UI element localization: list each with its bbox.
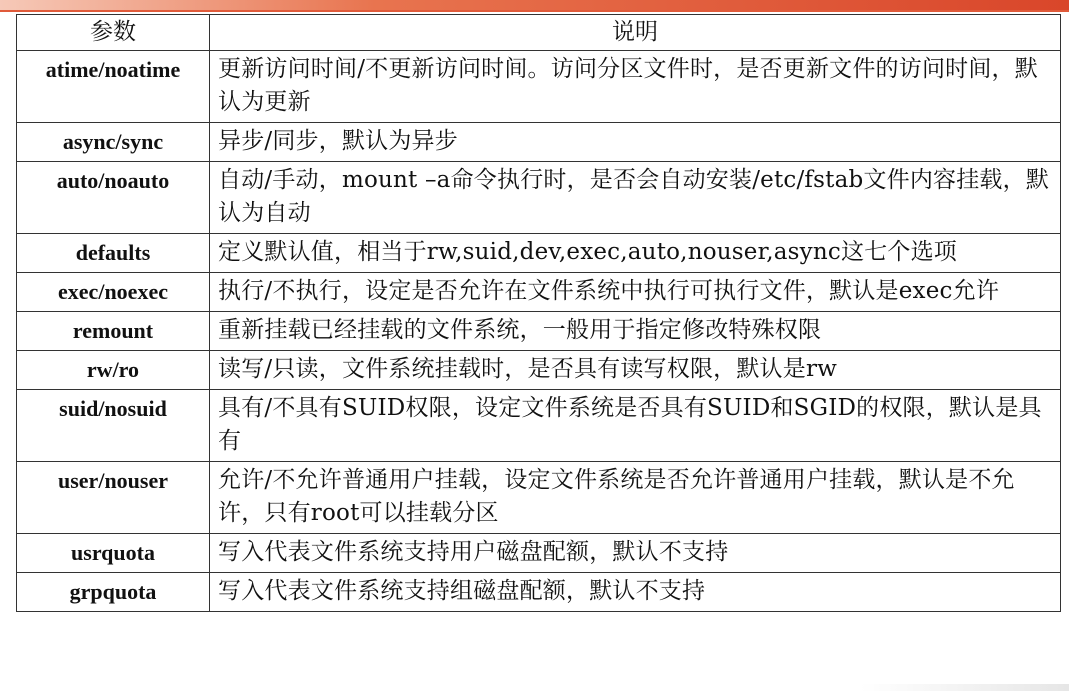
param-cell: async/sync — [17, 123, 210, 162]
param-cell: rw/ro — [17, 351, 210, 390]
table-row — [17, 573, 1061, 612]
description-cell: 执行/不执行，设定是否允许在文件系统中执行可执行文件，默认是exec允许 — [210, 273, 1061, 312]
description-cell: 读写/只读，文件系统挂载时，是否具有读写权限，默认是rw — [210, 351, 1061, 390]
table-row — [17, 312, 1061, 351]
description-cell: 自动/手动，mount –a命令执行时，是否会自动安装/etc/fstab文件内容挂载，默认为自动 — [210, 162, 1061, 234]
description-cell: 定义默认值，相当于rw,suid,dev,exec,auto,nouser,async这七个选项 — [210, 234, 1061, 273]
header-param: 参数 — [17, 15, 210, 51]
description-cell: 写入代表文件系统支持用户磁盘配额，默认不支持 — [210, 534, 1061, 573]
table-header-row — [17, 15, 1061, 51]
table-row — [17, 462, 1061, 534]
param-cell: suid/nosuid — [17, 390, 210, 462]
mount-options-table — [16, 14, 1061, 612]
description-cell: 重新挂载已经挂载的文件系统，一般用于指定修改特殊权限 — [210, 312, 1061, 351]
param-cell: defaults — [17, 234, 210, 273]
table-row — [17, 162, 1061, 234]
table-row — [17, 273, 1061, 312]
table-row — [17, 51, 1061, 123]
description-cell: 更新访问时间/不更新访问时间。访问分区文件时，是否更新文件的访问时间，默认为更新 — [210, 51, 1061, 123]
param-cell: exec/noexec — [17, 273, 210, 312]
slide-shadow-decoration — [860, 684, 1069, 691]
header-description: 说明 — [210, 15, 1061, 51]
slide-top-accent-line — [0, 10, 1069, 12]
table-row — [17, 351, 1061, 390]
param-cell: atime/noatime — [17, 51, 210, 123]
param-cell: usrquota — [17, 534, 210, 573]
description-cell: 具有/不具有SUID权限，设定文件系统是否具有SUID和SGID的权限，默认是具有 — [210, 390, 1061, 462]
slide-top-accent-bar — [0, 0, 1069, 10]
description-cell: 异步/同步，默认为异步 — [210, 123, 1061, 162]
table-row — [17, 534, 1061, 573]
param-cell: auto/noauto — [17, 162, 210, 234]
param-cell: grpquota — [17, 573, 210, 612]
description-cell: 允许/不允许普通用户挂载，设定文件系统是否允许普通用户挂载，默认是不允许，只有root可以挂载分区 — [210, 462, 1061, 534]
param-cell: user/nouser — [17, 462, 210, 534]
table-row — [17, 234, 1061, 273]
description-cell: 写入代表文件系统支持组磁盘配额，默认不支持 — [210, 573, 1061, 612]
param-cell: remount — [17, 312, 210, 351]
table-row — [17, 123, 1061, 162]
table-row — [17, 390, 1061, 462]
